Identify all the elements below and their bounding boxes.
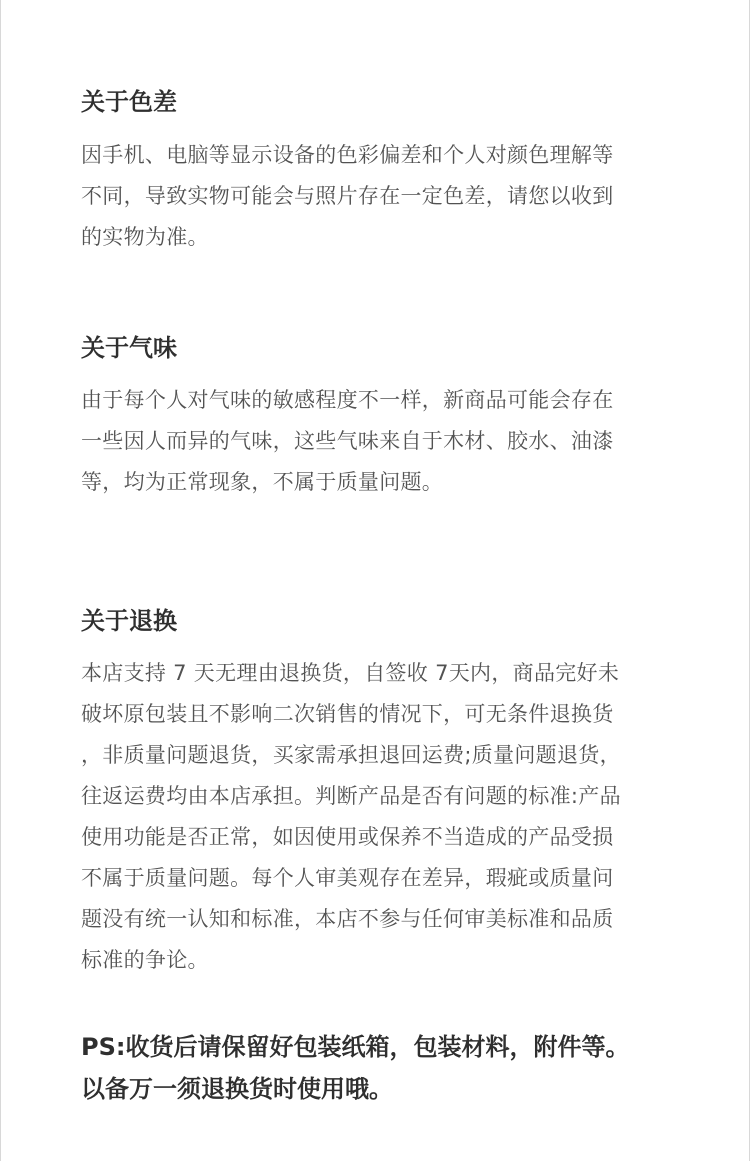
ps-note	[81, 1026, 721, 1110]
text-line: ，非质量问题退货，买家需承担退回运费;质量问题退货，	[81, 743, 621, 767]
section-body-color-difference	[81, 135, 681, 258]
section-title-returns: 关于退换	[81, 607, 177, 635]
section-body-odor	[81, 380, 681, 503]
text-line: 标准的争论。	[81, 948, 209, 972]
text-line: 题没有统一认知和标准，本店不参与任何审美标准和品质	[81, 907, 614, 931]
section-title-color-difference: 关于色差	[81, 88, 177, 116]
section-title-odor: 关于气味	[81, 334, 177, 362]
text-line: 不属于质量问题。每个人审美观存在差异，瑕疵或质量问	[81, 866, 614, 890]
text-line: 破坏原包装且不影响二次销售的情况下，可无条件退换货	[81, 702, 614, 726]
text-line: 使用功能是否正常，如因使用或保养不当造成的产品受损	[81, 825, 614, 849]
text-line: 的实物为准。	[81, 225, 209, 249]
text-line: 因手机、电脑等显示设备的色彩偏差和个人对颜色理解等	[81, 143, 614, 167]
section-body-returns	[81, 653, 681, 981]
text-line: 由于每个人对气味的敏感程度不一样，新商品可能会存在	[81, 388, 614, 412]
ps-note-line: 以备万一须退换货时使用哦。	[81, 1075, 393, 1103]
text-line: 不同，导致实物可能会与照片存在一定色差，请您以收到	[81, 184, 614, 208]
text-line: 本店支持 7 天无理由退换货，自签收 7天内，商品完好未	[81, 661, 620, 685]
text-line: 一些因人而异的气味，这些气味来自于木材、胶水、油漆	[81, 429, 614, 453]
text-line: 往返运费均由本店承担。判断产品是否有问题的标准:产品	[81, 784, 621, 808]
text-line: 等，均为正常现象，不属于质量问题。	[81, 470, 444, 494]
ps-note-line: PS:收货后请保留好包装纸箱，包装材料，附件等。	[81, 1033, 630, 1061]
